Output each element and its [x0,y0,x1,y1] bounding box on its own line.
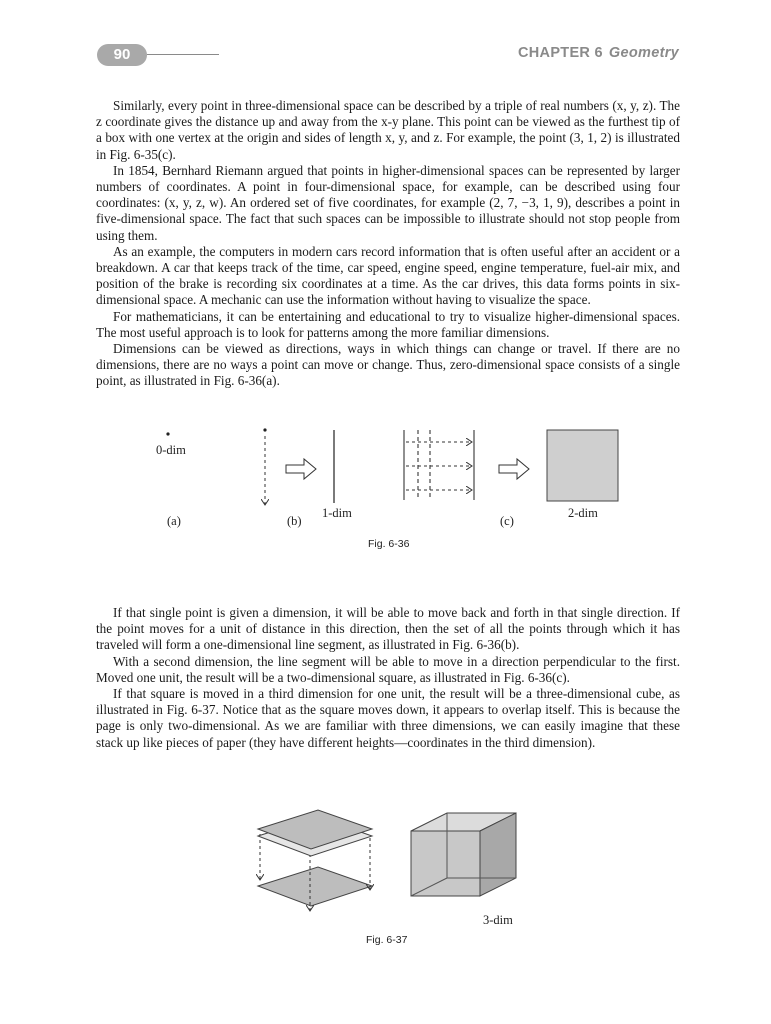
figure-caption: Fig. 6-37 [366,934,408,946]
chapter-title: Geometry [608,45,679,61]
chapter-number: CHAPTER 6 [518,45,603,61]
sheet-bottom [258,867,372,906]
paragraph: If that single point is given a dimension, it will be able to move back and forth in that single direction. If the point moves for a unit of distance in this direction, then the set of all the points through which it has traveled will form a one-dimensional line segment, as illustrated in Fig. 6-36(b). [96,605,680,653]
cube-front-face [411,831,480,896]
paragraph: With a second dimension, the line segment will be able to move in a direction perpendicular to the first. Moved one unit, the result will be a two-dimensional square, as illustrated in Fig. 6-36(c). [96,653,680,685]
paragraph: If that square is moved in a third dimension for one unit, the result will be a three-dimensional cube, as illustrated in Fig. 6-37. Notice that as the square moves down, it appears to overlap itself. This is because the page is only two-dimensional. As we are familiar with three dimensions, we can easily imagine that these stack up like pieces of paper (they have different heights—coordinates in the third dimension). [96,686,680,750]
paragraph: Similarly, every point in three-dimensional space can be described by a triple of real numbers (x, y, z). The z coordinate gives the distance up and away from the x-y plane. This point can be viewed as the furthest tip of a box with one vertex at the origin and sides of length x, y, and z. For example, the point (3, 1, 2) is illustrated in Fig. 6-35(c). [96,98,680,162]
label-0-dim: 0-dim [156,443,186,457]
label-3-dim: 3-dim [483,913,513,927]
paragraph: For mathematicians, it can be entertaining and educational to try to visualize higher-dimensional spaces. The most useful approach is to look for patterns among the more familiar dimensions. [96,308,680,340]
page-number-badge: 90 [97,44,147,66]
label-part-c: (c) [500,514,514,528]
label-2-dim: 2-dim [568,506,598,520]
label-1-dim: 1-dim [322,506,352,520]
paragraph: As an example, the computers in modern cars record information that is often useful after an accident or a breakdown. A car that keeps track of the time, car speed, engine speed, engine temperature, fuel-air mix, and position of the brake is recording six coordinates at a time. As the car drives, this data forms points in six-dimensional space. A mechanic can use the information without having to visualize the space. [96,243,680,308]
figure-caption: Fig. 6-36 [368,538,410,550]
paragraph: Dimensions can be viewed as directions, ways in which things can change or travel. If there are no dimensions, there are no ways a point can move or change. Thus, zero-dimensional space consists of a single point, as illustrated in Fig. 6-36(a). [96,341,680,389]
paragraph: In 1854, Bernhard Riemann argued that points in higher-dimensional spaces can be represented by larger numbers of coordinates. A point in four-dimensional space, for example, can be described using four coordinates: (x, y, z, w). An ordered set of five coordinates, for example (2, 7, −3, 1, 9), describes a point in five-dimensional space. The fact that such spaces can be impossible to illustrate should not stop people from using them. [96,162,680,243]
label-part-b: (b) [287,514,302,528]
label-part-a: (a) [167,514,181,528]
sheet-top [258,810,372,849]
